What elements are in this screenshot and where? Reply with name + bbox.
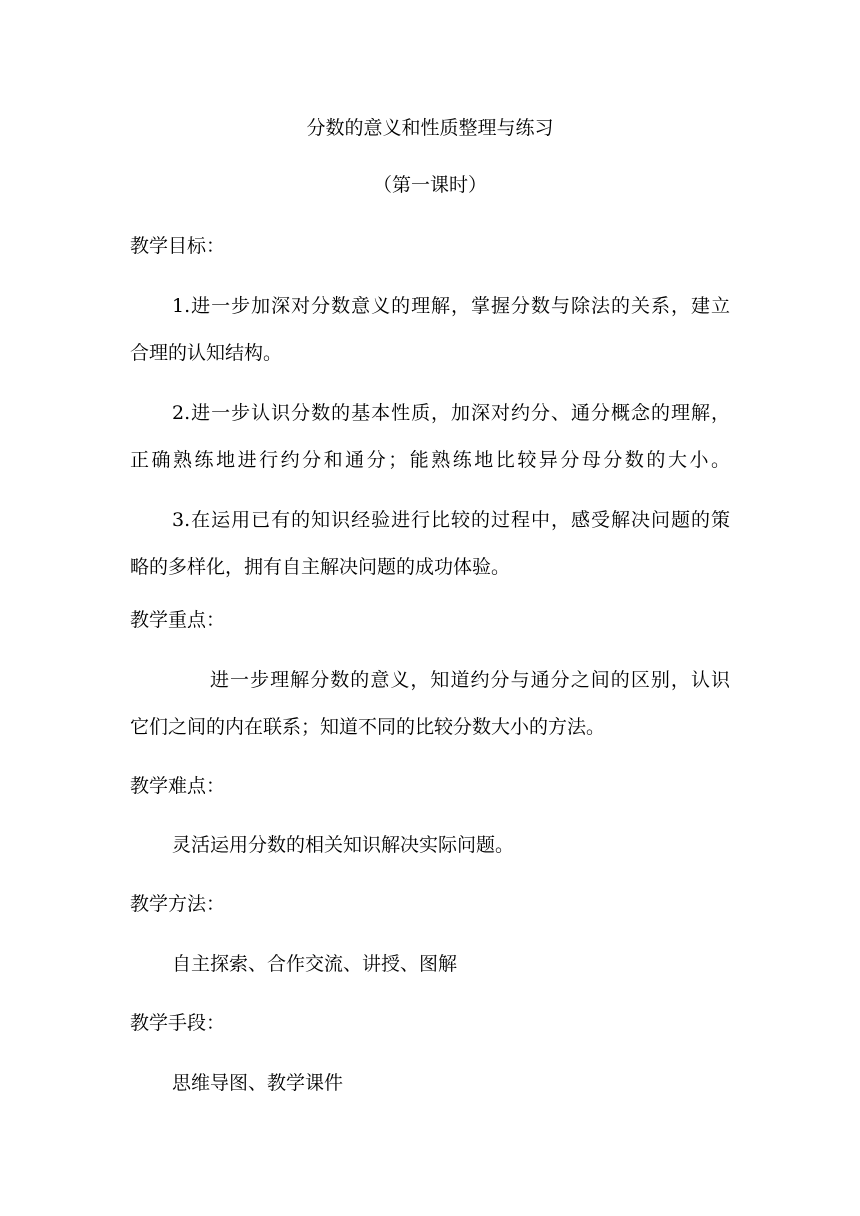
objective-1-line-1: 1.进一步加深对分数意义的理解，掌握分数与除法的关系，建立 [172, 295, 730, 317]
objective-3-line-2: 略的多样化，拥有自主解决问题的成功体验。 [130, 556, 511, 578]
objective-3-line-1: 3.在运用已有的知识经验进行比较的过程中，感受解决问题的策 [172, 509, 730, 531]
means-heading: 教学手段： [130, 1012, 226, 1034]
document-title: 分数的意义和性质整理与练习 [306, 117, 554, 139]
key-points-heading: 教学重点： [130, 609, 226, 631]
objective-2-line-1: 2.进一步认识分数的基本性质，加深对约分、通分概念的理解， [172, 402, 730, 424]
key-points-line-2: 它们之间的内在联系；知道不同的比较分数大小的方法。 [130, 716, 606, 738]
means-text: 思维导图、教学课件 [172, 1072, 344, 1094]
objectives-heading: 教学目标： [130, 235, 226, 257]
difficulties-heading: 教学难点： [130, 775, 226, 797]
difficulties-text: 灵活运用分数的相关知识解决实际问题。 [172, 834, 515, 856]
methods-heading: 教学方法： [130, 893, 226, 915]
key-points-line-1: 进一步理解分数的意义，知道约分与通分之间的区别，认识 [210, 669, 730, 691]
methods-text: 自主探索、合作交流、讲授、图解 [172, 953, 458, 975]
objective-1-line-2: 合理的认知结构。 [130, 342, 283, 364]
lesson-period: （第一课时） [372, 174, 487, 196]
objective-2-line-2: 正确熟练地进行约分和通分；能熟练地比较异分母分数的大小。 [130, 449, 730, 471]
